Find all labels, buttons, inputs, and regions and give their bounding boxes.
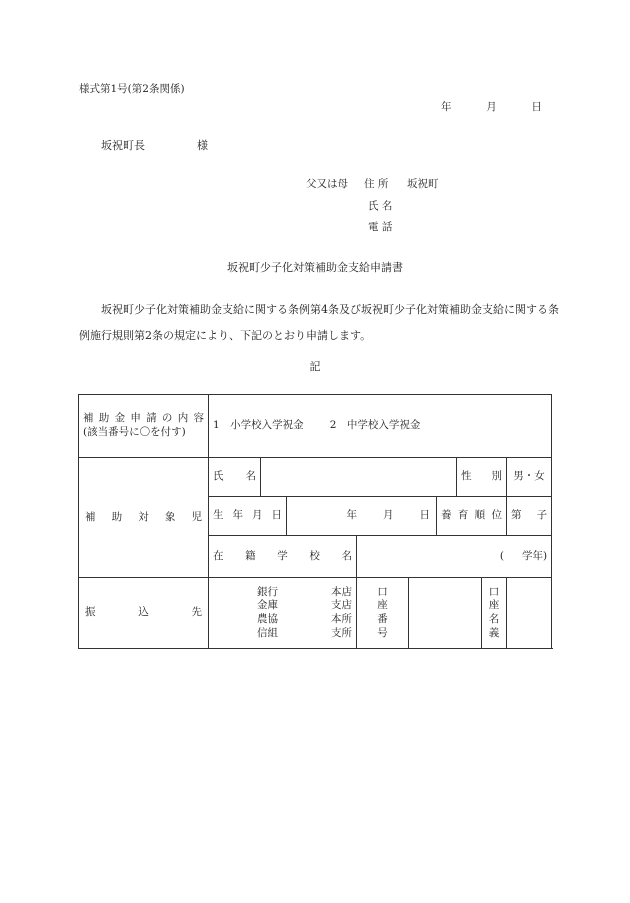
addressee-honorific: 様 bbox=[197, 139, 208, 152]
account-number-char: 号 bbox=[377, 626, 388, 639]
account-name-char: 口 bbox=[488, 585, 500, 598]
applicant-address-label: 住 所 bbox=[364, 178, 389, 190]
order-label: 養育順位 bbox=[437, 497, 507, 536]
content-note: (該当番号に〇を付す) bbox=[83, 426, 186, 438]
branch-type: 支所 bbox=[331, 626, 352, 639]
target-label: 補 助 対 象 児 bbox=[85, 510, 202, 523]
account-number-char: 座 bbox=[377, 599, 388, 612]
date-line bbox=[441, 102, 542, 113]
option-elementary: 1 小学校入学祝金 bbox=[213, 419, 304, 432]
bank-type: 金庫 bbox=[257, 599, 278, 612]
birth-year: 年 bbox=[346, 509, 357, 522]
application-table bbox=[78, 394, 552, 649]
content-options-cell bbox=[209, 395, 552, 458]
bank-type: 信組 bbox=[257, 626, 278, 639]
branch-type: 支店 bbox=[331, 599, 352, 612]
account-name-label bbox=[482, 578, 507, 649]
target-label-cell bbox=[79, 458, 209, 578]
applicant-role: 父又は母 bbox=[306, 178, 348, 190]
sex-value[interactable]: 男・女 bbox=[507, 458, 552, 497]
account-number-char: 番 bbox=[377, 613, 388, 625]
bank-type: 農協 bbox=[257, 613, 278, 625]
branch-type: 本所 bbox=[331, 613, 352, 625]
transfer-label-cell bbox=[79, 578, 209, 649]
account-number-value[interactable] bbox=[409, 578, 482, 649]
date-year: 年 bbox=[441, 101, 452, 113]
grade-open: ( bbox=[499, 549, 504, 562]
account-name-char: 名 bbox=[488, 613, 500, 625]
name-value-cell[interactable] bbox=[261, 458, 457, 497]
birth-day: 日 bbox=[419, 509, 430, 522]
bank-cell[interactable] bbox=[209, 578, 357, 649]
birth-value-cell[interactable] bbox=[287, 497, 437, 536]
school-value-cell[interactable] bbox=[357, 536, 552, 578]
document-title: 坂祝町少子化対策補助金支給申請書 bbox=[227, 261, 403, 274]
body-paragraph: 坂祝町少子化対策補助金支給に関する条例第4条及び坂祝町少子化対策補助金支給に関する条例施行規則第2条の規定により、下記のとおり申請します。 bbox=[79, 303, 559, 342]
branch-types bbox=[331, 586, 352, 641]
addressee-name: 坂祝町長 bbox=[101, 139, 145, 152]
account-number-char: 口 bbox=[377, 585, 388, 598]
sex-label: 性 別 bbox=[457, 458, 507, 497]
ki-heading: 記 bbox=[309, 360, 321, 373]
branch-type: 本店 bbox=[331, 585, 352, 598]
order-suffix: 子 bbox=[536, 509, 548, 522]
transfer-label: 振 込 先 bbox=[85, 606, 202, 619]
form-number: 様式第1号(第2条関係) bbox=[79, 83, 185, 95]
option-junior-high: 2 中学校入学祝金 bbox=[329, 419, 421, 432]
applicant-phone-label: 電 話 bbox=[368, 221, 393, 233]
birth-month: 月 bbox=[383, 509, 394, 522]
applicant-name-label: 氏 名 bbox=[368, 200, 393, 212]
table-row bbox=[79, 395, 552, 458]
birth-label: 生年月日 bbox=[209, 497, 287, 536]
order-value-cell[interactable] bbox=[507, 497, 552, 536]
bank-types bbox=[257, 586, 278, 641]
content-label: 補助金申請の内容 bbox=[83, 412, 204, 425]
content-label-cell bbox=[79, 395, 209, 458]
name-label: 氏 名 bbox=[209, 458, 261, 497]
order-prefix: 第 bbox=[511, 509, 522, 522]
addressee bbox=[101, 140, 208, 151]
grade-label: 学年) bbox=[521, 549, 548, 562]
date-day: 日 bbox=[531, 101, 542, 113]
table-row bbox=[79, 578, 552, 649]
account-number-label bbox=[357, 578, 409, 649]
bank-type: 銀行 bbox=[257, 585, 278, 598]
account-name-value[interactable] bbox=[507, 578, 552, 649]
school-label: 在籍学校名 bbox=[209, 536, 357, 578]
applicant-address-value: 坂祝町 bbox=[407, 178, 439, 190]
account-name-char: 座 bbox=[488, 599, 500, 612]
table-row bbox=[79, 458, 552, 497]
account-name-char: 義 bbox=[488, 626, 500, 639]
date-month: 月 bbox=[486, 101, 497, 113]
